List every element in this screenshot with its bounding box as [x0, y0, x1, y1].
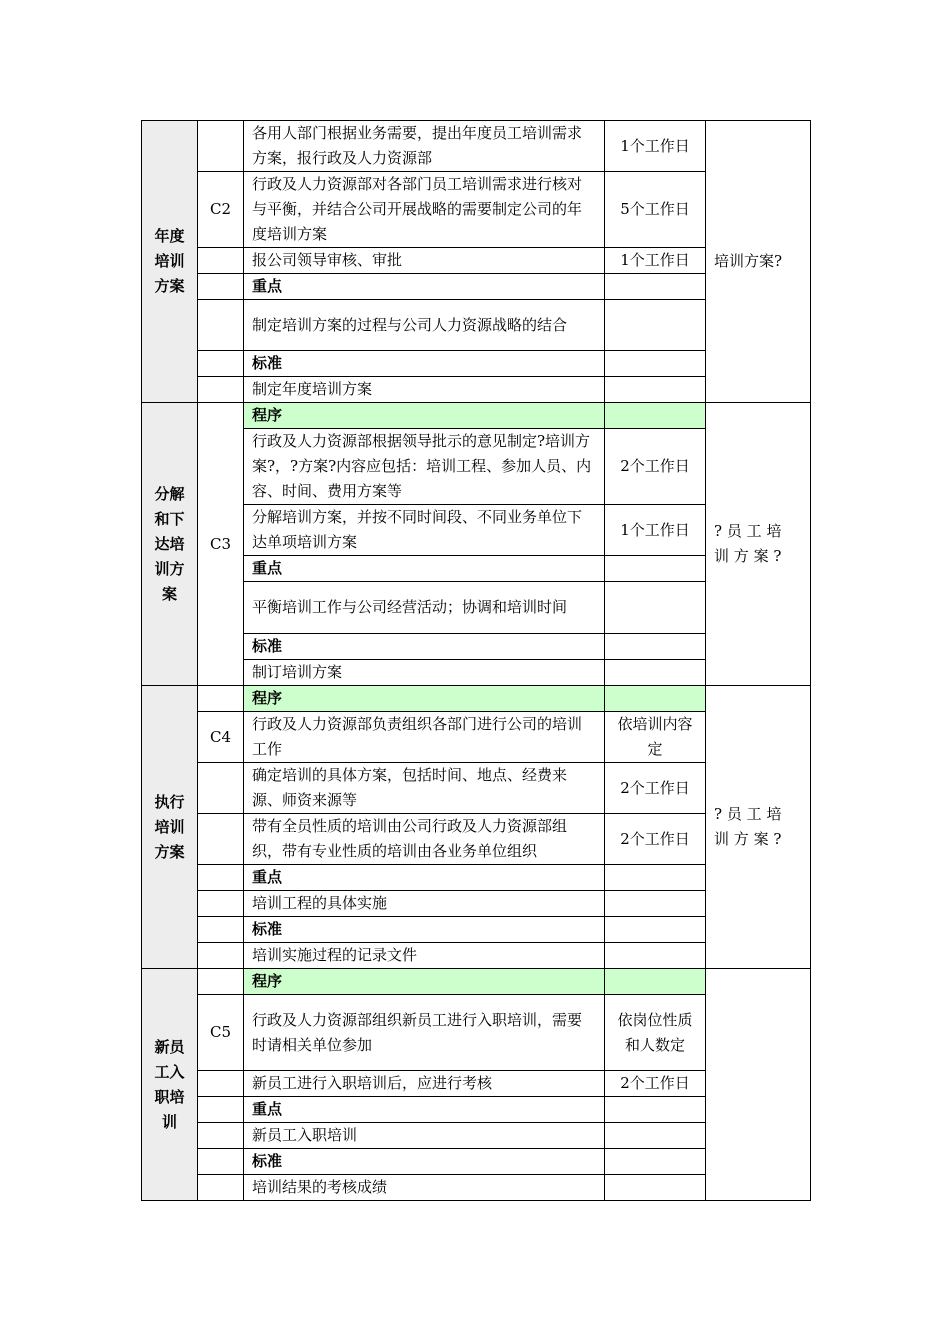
step-text: 制定培训方案的过程与公司人力资源战略的结合 — [244, 300, 605, 351]
procedure-heading: 程序 — [244, 403, 605, 429]
duration-cell — [605, 1097, 706, 1123]
key-point-heading: 重点 — [244, 556, 605, 582]
duration-cell — [605, 943, 706, 969]
code-cell — [198, 1097, 244, 1123]
code-cell: C4 — [198, 712, 244, 763]
duration-cell: 2个工作日 — [605, 763, 706, 814]
duration-cell — [605, 556, 706, 582]
step-text: 新员工入职培训 — [244, 1123, 605, 1149]
step-text: 各用人部门根据业务需要，提出年度员工培训需求方案，报行政及人力资源部 — [244, 121, 605, 172]
table-row — [142, 969, 811, 995]
code-cell — [198, 377, 244, 403]
duration-cell: 依培训内容定 — [605, 712, 706, 763]
code-cell — [198, 1123, 244, 1149]
table-row — [142, 403, 811, 429]
code-cell — [198, 274, 244, 300]
step-text: 行政及人力资源部根据领导批示的意见制定?培训方案?，?方案?内容应包括：培训工程、参加人员、内容、时间、费用方案等 — [244, 429, 605, 505]
stage-label: 分解和下达培训方案 — [142, 403, 198, 686]
duration-cell: 1个工作日 — [605, 121, 706, 172]
output-cell: ?员工培训方案? — [706, 403, 811, 686]
step-text: 分解培训方案，并按不同时间段、不同业务单位下达单项培训方案 — [244, 505, 605, 556]
duration-cell — [605, 634, 706, 660]
step-text: 行政及人力资源部组织新员工进行入职培训，需要时请相关单位参加 — [244, 995, 605, 1071]
output-cell — [706, 969, 811, 1201]
code-cell: C2 — [198, 172, 244, 248]
code-cell — [198, 814, 244, 865]
step-text: 行政及人力资源部负责组织各部门进行公司的培训工作 — [244, 712, 605, 763]
duration-cell: 2个工作日 — [605, 1071, 706, 1097]
duration-cell — [605, 865, 706, 891]
duration-cell: 2个工作日 — [605, 814, 706, 865]
step-text: 培训工程的具体实施 — [244, 891, 605, 917]
duration-cell — [605, 660, 706, 686]
key-point-heading: 重点 — [244, 865, 605, 891]
step-text: 平衡培训工作与公司经营活动；协调和培训时间 — [244, 582, 605, 634]
code-cell — [198, 121, 244, 172]
code-cell — [198, 686, 244, 712]
output-cell: 培训方案? — [706, 121, 811, 403]
duration-cell: 1个工作日 — [605, 248, 706, 274]
standard-heading: 标准 — [244, 1149, 605, 1175]
step-text: 新员工进行入职培训后，应进行考核 — [244, 1071, 605, 1097]
code-cell — [198, 891, 244, 917]
duration-cell — [605, 1149, 706, 1175]
output-cell: ?员工培训方案? — [706, 686, 811, 969]
duration-cell — [605, 891, 706, 917]
code-cell — [198, 969, 244, 995]
table-row — [142, 121, 811, 172]
procedure-heading: 程序 — [244, 686, 605, 712]
duration-cell: 5个工作日 — [605, 172, 706, 248]
step-text: 报公司领导审核、审批 — [244, 248, 605, 274]
code-cell: C3 — [198, 403, 244, 686]
code-cell — [198, 248, 244, 274]
code-cell — [198, 865, 244, 891]
duration-cell: 2个工作日 — [605, 429, 706, 505]
step-text: 培训结果的考核成绩 — [244, 1175, 605, 1201]
code-cell — [198, 1149, 244, 1175]
code-cell — [198, 1071, 244, 1097]
key-point-heading: 重点 — [244, 274, 605, 300]
duration-cell — [605, 300, 706, 351]
table-row — [142, 686, 811, 712]
stage-label: 新员工入职培训 — [142, 969, 198, 1201]
step-text: 确定培训的具体方案，包括时间、地点、经费来源、师资来源等 — [244, 763, 605, 814]
step-text: 制定年度培训方案 — [244, 377, 605, 403]
code-cell — [198, 351, 244, 377]
code-cell: C5 — [198, 995, 244, 1071]
duration-cell: 依岗位性质和人数定 — [605, 995, 706, 1071]
stage-label: 执行培训方案 — [142, 686, 198, 969]
duration-cell — [605, 1175, 706, 1201]
code-cell — [198, 1175, 244, 1201]
standard-heading: 标准 — [244, 634, 605, 660]
standard-heading: 标准 — [244, 917, 605, 943]
duration-cell — [605, 917, 706, 943]
key-point-heading: 重点 — [244, 1097, 605, 1123]
training-process-table — [141, 120, 811, 1201]
procedure-heading: 程序 — [244, 969, 605, 995]
step-text: 制订培训方案 — [244, 660, 605, 686]
step-text: 行政及人力资源部对各部门员工培训需求进行核对与平衡，并结合公司开展战略的需要制定公司的年度培训方案 — [244, 172, 605, 248]
step-text: 带有全员性质的培训由公司行政及人力资源部组织，带有专业性质的培训由各业务单位组织 — [244, 814, 605, 865]
duration-cell — [605, 969, 706, 995]
duration-cell — [605, 1123, 706, 1149]
stage-label: 年度培训方案 — [142, 121, 198, 403]
duration-cell — [605, 403, 706, 429]
duration-cell — [605, 274, 706, 300]
duration-cell — [605, 377, 706, 403]
standard-heading: 标准 — [244, 351, 605, 377]
duration-cell — [605, 582, 706, 634]
code-cell — [198, 300, 244, 351]
duration-cell — [605, 686, 706, 712]
code-cell — [198, 763, 244, 814]
duration-cell — [605, 351, 706, 377]
step-text: 培训实施过程的记录文件 — [244, 943, 605, 969]
code-cell — [198, 943, 244, 969]
duration-cell: 1个工作日 — [605, 505, 706, 556]
code-cell — [198, 917, 244, 943]
